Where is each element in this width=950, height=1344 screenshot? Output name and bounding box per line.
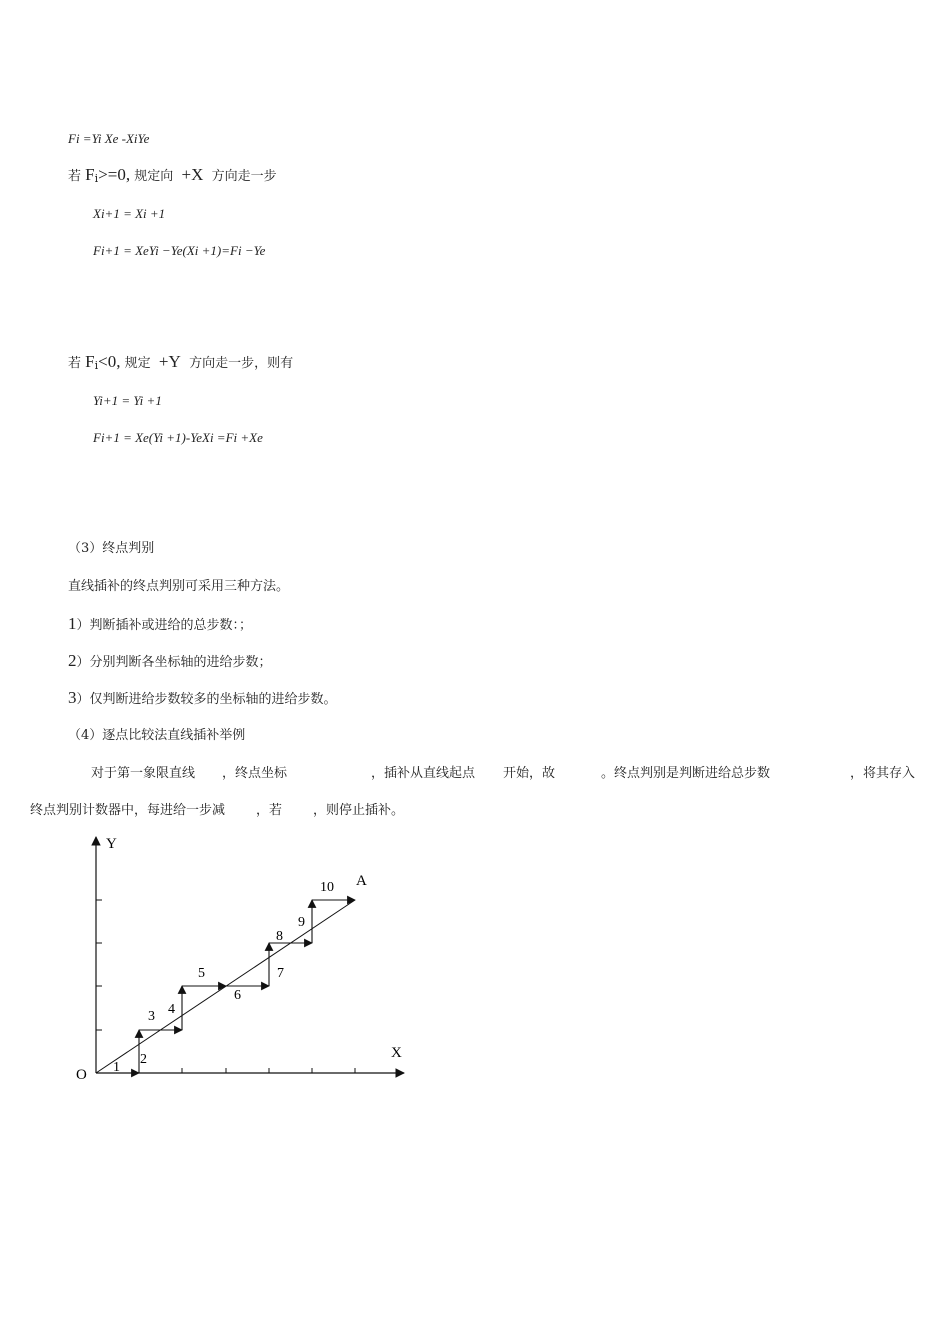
case-positive-F: F xyxy=(85,165,95,184)
section3-method-2 xyxy=(68,653,272,671)
case-negative-dir: +Y xyxy=(158,352,181,371)
section4-p1-a: 对于第一象限直线 xyxy=(91,766,196,781)
y-ticks xyxy=(96,900,102,1030)
case-positive-rule: 规定向 xyxy=(134,169,174,184)
section4-p2-a: 终点判别计数器中，每进给一步减 xyxy=(30,803,226,818)
origin-label: O xyxy=(76,1067,87,1083)
interpolation-diagram xyxy=(60,825,420,1090)
step-label-5: 5 xyxy=(198,966,205,981)
step-label-10: 10 xyxy=(320,880,334,895)
step-label-1: 1 xyxy=(113,1060,120,1075)
y-axis-label: Y xyxy=(106,836,117,852)
step-label-8: 8 xyxy=(276,929,283,944)
formula-x-next: Xi+1 = Xi +1 xyxy=(93,206,166,221)
case-negative-F: F xyxy=(85,352,95,371)
case-negative-i: i xyxy=(94,359,99,372)
case-negative-cond: <0, xyxy=(98,352,121,371)
step-label-4: 4 xyxy=(168,1002,175,1017)
section3-intro: 直线插补的终点判别可采用三种方法。 xyxy=(68,579,290,594)
section4-p1-d: 开始，故 xyxy=(503,766,556,781)
case-negative-ruo: 若 xyxy=(68,356,82,371)
method-2-number: 2 xyxy=(68,651,77,670)
method-2-text: ）分别判断各坐标轴的进给步数； xyxy=(76,655,272,670)
case-positive-i: i xyxy=(94,172,99,185)
formula-f-next-y: Fi+1 = Xe(Yi +1)-YeXi =Fi +Xe xyxy=(93,430,263,445)
case-positive-line xyxy=(68,167,277,187)
step-label-7: 7 xyxy=(277,966,284,981)
section3-heading: （3）终点判别 xyxy=(68,541,155,556)
formula-deviation: Fi =Yi Xe -XiYe xyxy=(68,131,150,146)
case-negative-move: 方向走一步，则有 xyxy=(189,356,294,371)
x-ticks xyxy=(139,1068,355,1073)
section3-method-1 xyxy=(68,616,252,634)
case-negative-rule: 规定 xyxy=(124,356,151,371)
section4-heading: （4）逐点比较法直线插补举例 xyxy=(68,728,246,743)
case-positive-cond: >=0, xyxy=(98,165,131,184)
x-axis-label: X xyxy=(391,1045,402,1061)
case-positive-move: 方向走一步 xyxy=(211,169,277,184)
case-positive-ruo: 若 xyxy=(68,169,82,184)
method-1-number: 1 xyxy=(68,614,77,633)
section4-p2-b: ，若 xyxy=(256,803,283,818)
section4-p1-f: ，将其存入 xyxy=(850,766,916,781)
section4-p1-e: 。终点判别是判断进给总步数 xyxy=(601,766,771,781)
section4-p1-b: ，终点坐标 xyxy=(222,766,288,781)
formula-y-next: Yi+1 = Yi +1 xyxy=(93,393,162,408)
section4-p2-c: ，则停止插补。 xyxy=(313,803,405,818)
method-1-text: ）判断插补或进给的总步数：； xyxy=(76,618,253,633)
step-label-6: 6 xyxy=(234,988,241,1003)
formula-f-next-x: Fi+1 = XeYi −Ye(Xi +1)=Fi −Ye xyxy=(93,243,266,258)
step-label-2: 2 xyxy=(140,1052,147,1067)
step-label-9: 9 xyxy=(298,915,305,930)
method-3-number: 3 xyxy=(68,688,77,707)
step-label-3: 3 xyxy=(148,1009,155,1024)
method-3-text: ）仅判断进给步数较多的坐标轴的进给步数。 xyxy=(76,692,337,707)
section3-method-3 xyxy=(68,690,337,708)
case-negative-line xyxy=(68,354,293,374)
section4-p1-c: ，插补从直线起点 xyxy=(371,766,476,781)
case-positive-dir: +X xyxy=(181,165,204,184)
endpoint-label: A xyxy=(356,873,367,889)
